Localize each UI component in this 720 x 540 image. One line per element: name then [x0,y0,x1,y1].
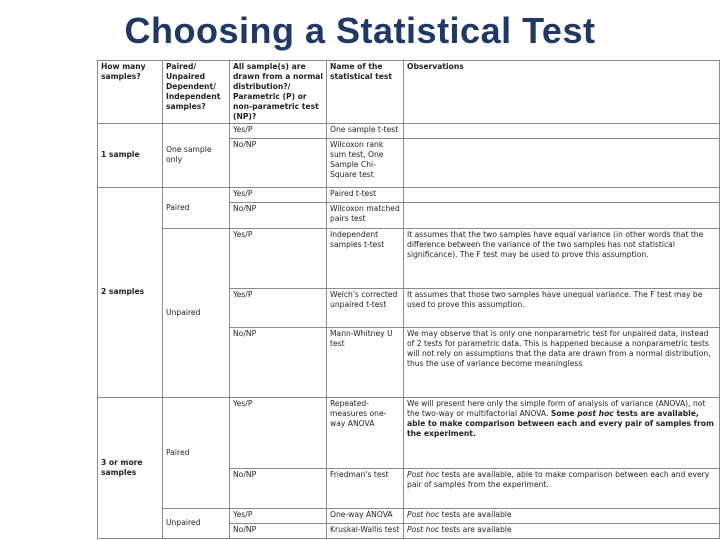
group-3-or-more-samples: 3 or more samples [98,398,163,539]
observation-cell [404,468,720,508]
table-row [98,508,720,523]
test-cell: Independent samples t-test [327,228,404,288]
observation-cell [404,187,720,202]
test-cell: One-way ANOVA [327,508,404,523]
test-cell: Wilcoxon rank sum test, One Sample Chi-Square test [327,139,404,187]
distribution-cell: No/NP [230,139,327,187]
pairing-cell: Paired [163,398,230,508]
observation-cell: It assumes that the two samples have equal variance (in other words that the difference between the variance of the two samples has not statistical significance). The F test may be used to prove this assumption. [404,228,720,288]
header-pairing: Paired/ Unpaired Dependent/ Independent samples? [163,61,230,124]
table-row [98,398,720,468]
pairing-cell: Unpaired [163,508,230,538]
observation-italic: Post hoc [407,524,440,534]
table-row [98,187,720,202]
group-2-samples: 2 samples [98,187,163,398]
observation-cell [404,398,720,468]
test-cell: Repeated-measures one-way ANOVA [327,398,404,468]
header-observations: Observations [404,61,720,124]
slide-title: Choosing a Statistical Test [124,10,596,51]
distribution-cell: Yes/P [230,124,327,139]
group-1-sample: 1 sample [98,124,163,187]
test-cell: Friedman's test [327,468,404,508]
header-row [98,61,720,124]
table-row [98,228,720,288]
distribution-cell: Yes/P [230,228,327,288]
pairing-cell: One sample only [163,124,230,187]
observation-cell [404,124,720,139]
table-row [98,124,720,139]
observation-italic: Post hoc [407,509,440,519]
test-cell: Paired t-test [327,187,404,202]
observation-text: tests are available [439,524,512,534]
header-distribution: All sample(s) are drawn from a normal distribution?/ Parametric (P) or non-parametric test (NP)? [230,61,327,124]
observation-italic: post hoc [577,409,614,419]
observation-cell [404,139,720,187]
header-test: Name of the statistical test [327,61,404,124]
observation-cell: We may observe that is only one nonparametric test for unpaired data, instead of 2 tests for parametric data. This is happened because a nonparametric tests will not rely on assumptions that the data are drawn from a normal distribution, thus the use of variance become meaningless [404,328,720,398]
test-cell: Kruskal-Wallis test [327,523,404,538]
observation-bold-pre: Some [550,409,578,419]
observation-text: tests are available [439,509,512,519]
test-cell: Mann-Whitney U test [327,328,404,398]
observation-cell [404,202,720,228]
statistical-test-table [97,60,719,539]
pairing-cell: Unpaired [163,228,230,398]
distribution-cell: Yes/P [230,288,327,327]
distribution-cell: No/NP [230,468,327,508]
observation-text: tests are available, able to make comparison between each and every pair of samples from the experiment. [407,469,710,489]
test-cell: Welch's corrected unpaired t-test [327,288,404,327]
header-samples: How many samples? [98,61,163,124]
observation-italic: Post hoc [407,469,440,479]
pairing-cell: Paired [163,187,230,228]
distribution-cell: No/NP [230,328,327,398]
observation-cell [404,508,720,523]
distribution-cell: No/NP [230,523,327,538]
observation-cell: It assumes that those two samples have unequal variance. The F test may be used to prove this assumption. [404,288,720,327]
distribution-cell: Yes/P [230,508,327,523]
distribution-cell: Yes/P [230,398,327,468]
observation-cell [404,523,720,538]
observation-bold-post: tests are available, able to make comparison between each and every pair of samples from the experiment. [407,409,714,439]
distribution-cell: No/NP [230,202,327,228]
distribution-cell: Yes/P [230,187,327,202]
test-cell: One sample t-test [327,124,404,139]
test-cell: Wilcoxon matched pairs test [327,202,404,228]
observation-text: We will present here only the simple form of analysis of variance (ANOVA), not the two-way or multifactorial ANOVA. [407,399,706,419]
